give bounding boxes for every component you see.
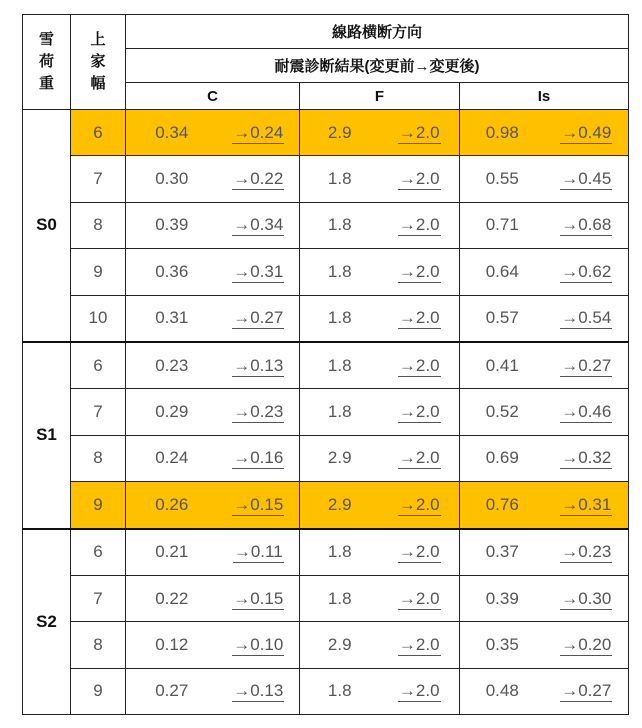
f-before-cell: 1.8 <box>300 575 380 621</box>
is-after-cell <box>545 295 629 342</box>
is-before-cell: 0.64 <box>460 249 545 295</box>
is-after-cell-value: →0.23 <box>561 542 612 562</box>
table-row <box>23 202 629 248</box>
is-after-cell <box>545 389 629 435</box>
table-row <box>23 668 629 714</box>
roof-width-cell: 7 <box>71 156 126 202</box>
f-before-cell: 2.9 <box>300 482 380 529</box>
f-before-cell: 1.8 <box>300 342 380 389</box>
f-after-cell-value: →2.0 <box>398 215 440 235</box>
c-after-cell-value: →0.22 <box>233 169 284 189</box>
f-after-cell-value: →2.0 <box>398 448 440 468</box>
table-row <box>23 110 629 156</box>
seismic-diagnosis-table <box>22 14 629 715</box>
f-after-cell-value: →2.0 <box>398 169 440 189</box>
is-after-cell <box>545 435 629 481</box>
group-label: S0 <box>23 110 71 342</box>
table-row <box>23 295 629 342</box>
f-after-cell <box>380 575 460 621</box>
c-after-cell <box>218 110 300 156</box>
header-c: C <box>126 83 300 110</box>
is-before-cell: 0.41 <box>460 342 545 389</box>
f-before-cell: 2.9 <box>300 110 380 156</box>
is-before-cell: 0.52 <box>460 389 545 435</box>
f-after-cell <box>380 156 460 202</box>
table-row <box>23 529 629 576</box>
is-before-cell: 0.57 <box>460 295 545 342</box>
is-before-cell: 0.71 <box>460 202 545 248</box>
is-before-cell: 0.39 <box>460 575 545 621</box>
c-after-cell <box>218 529 300 576</box>
is-after-cell-value: →0.31 <box>561 494 612 514</box>
f-before-cell: 1.8 <box>300 529 380 576</box>
is-after-cell-value: →0.68 <box>561 215 612 235</box>
f-after-cell-value: →2.0 <box>398 261 440 281</box>
f-after-cell-value: →2.0 <box>398 355 440 375</box>
table-row <box>23 389 629 435</box>
table-row <box>23 342 629 389</box>
c-after-cell-value: →0.15 <box>233 588 284 608</box>
header-f: F <box>300 83 460 110</box>
roof-width-cell: 9 <box>71 482 126 529</box>
c-before-cell: 0.26 <box>126 482 218 529</box>
c-after-cell-value: →0.13 <box>233 355 284 375</box>
c-after-cell-value: →0.13 <box>233 681 284 701</box>
f-after-cell <box>380 389 460 435</box>
is-after-cell-value: →0.27 <box>561 355 612 375</box>
f-after-cell <box>380 435 460 481</box>
c-after-cell <box>218 202 300 248</box>
is-after-cell-value: →0.32 <box>561 448 612 468</box>
header-track-transverse: 線路横断方向 <box>126 15 629 49</box>
c-before-cell: 0.30 <box>126 156 218 202</box>
table-row <box>23 482 629 529</box>
c-before-cell: 0.21 <box>126 529 218 576</box>
c-after-cell-value: →0.34 <box>233 215 284 235</box>
roof-width-cell: 9 <box>71 249 126 295</box>
roof-width-cell: 9 <box>71 668 126 714</box>
f-before-cell: 1.8 <box>300 156 380 202</box>
is-after-cell-value: →0.46 <box>561 402 612 422</box>
roof-width-cell: 7 <box>71 575 126 621</box>
c-before-cell: 0.24 <box>126 435 218 481</box>
f-after-cell-value: →2.0 <box>398 122 440 142</box>
is-after-cell <box>545 529 629 576</box>
c-after-cell-value: →0.23 <box>233 402 284 422</box>
roof-width-cell: 8 <box>71 622 126 668</box>
roof-width-cell: 6 <box>71 342 126 389</box>
c-before-cell: 0.23 <box>126 342 218 389</box>
is-before-cell: 0.98 <box>460 110 545 156</box>
f-before-cell: 2.9 <box>300 622 380 668</box>
f-after-cell <box>380 295 460 342</box>
is-after-cell-value: →0.27 <box>561 681 612 701</box>
f-after-cell-value: →2.0 <box>398 681 440 701</box>
is-before-cell: 0.37 <box>460 529 545 576</box>
table-row <box>23 622 629 668</box>
c-after-cell-value: →0.15 <box>233 494 284 514</box>
f-after-cell <box>380 249 460 295</box>
c-before-cell: 0.22 <box>126 575 218 621</box>
is-after-cell <box>545 156 629 202</box>
f-after-cell-value: →2.0 <box>398 588 440 608</box>
f-after-cell <box>380 529 460 576</box>
header-roof-width: 上 家 幅 <box>71 15 126 110</box>
roof-width-cell: 8 <box>71 202 126 248</box>
f-after-cell <box>380 668 460 714</box>
f-after-cell <box>380 202 460 248</box>
is-after-cell <box>545 622 629 668</box>
c-after-cell <box>218 342 300 389</box>
is-after-cell-value: →0.49 <box>561 122 612 142</box>
group-label: S1 <box>23 342 71 529</box>
header-diagnosis-results: 耐震診断結果(変更前→変更後) <box>126 49 629 83</box>
f-before-cell: 1.8 <box>300 249 380 295</box>
f-after-cell-value: →2.0 <box>398 634 440 654</box>
c-after-cell <box>218 482 300 529</box>
f-before-cell: 1.8 <box>300 202 380 248</box>
f-after-cell <box>380 482 460 529</box>
c-after-cell <box>218 295 300 342</box>
roof-width-cell: 10 <box>71 295 126 342</box>
f-before-cell: 1.8 <box>300 389 380 435</box>
f-before-cell: 1.8 <box>300 668 380 714</box>
is-before-cell: 0.76 <box>460 482 545 529</box>
f-after-cell-value: →2.0 <box>398 494 440 514</box>
is-before-cell: 0.69 <box>460 435 545 481</box>
is-after-cell <box>545 342 629 389</box>
f-after-cell-value: →2.0 <box>398 542 440 562</box>
c-before-cell: 0.36 <box>126 249 218 295</box>
is-after-cell <box>545 249 629 295</box>
roof-width-cell: 6 <box>71 110 126 156</box>
c-before-cell: 0.29 <box>126 389 218 435</box>
f-after-cell <box>380 110 460 156</box>
f-after-cell <box>380 622 460 668</box>
is-after-cell-value: →0.30 <box>561 588 612 608</box>
c-after-cell <box>218 249 300 295</box>
table-row <box>23 156 629 202</box>
is-before-cell: 0.35 <box>460 622 545 668</box>
is-before-cell: 0.48 <box>460 668 545 714</box>
c-after-cell <box>218 622 300 668</box>
f-before-cell: 1.8 <box>300 295 380 342</box>
f-after-cell <box>380 342 460 389</box>
c-before-cell: 0.31 <box>126 295 218 342</box>
is-after-cell-value: →0.45 <box>561 169 612 189</box>
c-before-cell: 0.39 <box>126 202 218 248</box>
c-after-cell-value: →0.31 <box>233 261 284 281</box>
is-after-cell-value: →0.20 <box>561 634 612 654</box>
group-label: S2 <box>23 529 71 715</box>
is-after-cell <box>545 668 629 714</box>
c-after-cell-value: →0.27 <box>233 308 284 328</box>
c-before-cell: 0.27 <box>126 668 218 714</box>
is-after-cell-value: →0.62 <box>561 261 612 281</box>
c-after-cell <box>218 389 300 435</box>
is-before-cell: 0.55 <box>460 156 545 202</box>
is-after-cell <box>545 202 629 248</box>
f-after-cell-value: →2.0 <box>398 402 440 422</box>
c-after-cell <box>218 156 300 202</box>
table-body <box>23 110 629 715</box>
header-snow-load: 雪 荷 重 <box>23 15 71 110</box>
c-after-cell-value: →0.10 <box>233 634 284 654</box>
f-before-cell: 2.9 <box>300 435 380 481</box>
is-after-cell <box>545 482 629 529</box>
c-after-cell <box>218 668 300 714</box>
table-row <box>23 435 629 481</box>
c-after-cell <box>218 575 300 621</box>
c-before-cell: 0.12 <box>126 622 218 668</box>
roof-width-cell: 7 <box>71 389 126 435</box>
is-after-cell <box>545 110 629 156</box>
c-before-cell: 0.34 <box>126 110 218 156</box>
c-after-cell-value: →0.16 <box>233 448 284 468</box>
table-row <box>23 249 629 295</box>
c-after-cell <box>218 435 300 481</box>
roof-width-cell: 8 <box>71 435 126 481</box>
f-after-cell-value: →2.0 <box>398 308 440 328</box>
roof-width-cell: 6 <box>71 529 126 576</box>
header-is: Is <box>460 83 629 110</box>
table-row <box>23 575 629 621</box>
c-after-cell-value: →0.11 <box>233 542 283 562</box>
is-after-cell <box>545 575 629 621</box>
is-after-cell-value: →0.54 <box>561 308 612 328</box>
c-after-cell-value: →0.24 <box>233 122 284 142</box>
